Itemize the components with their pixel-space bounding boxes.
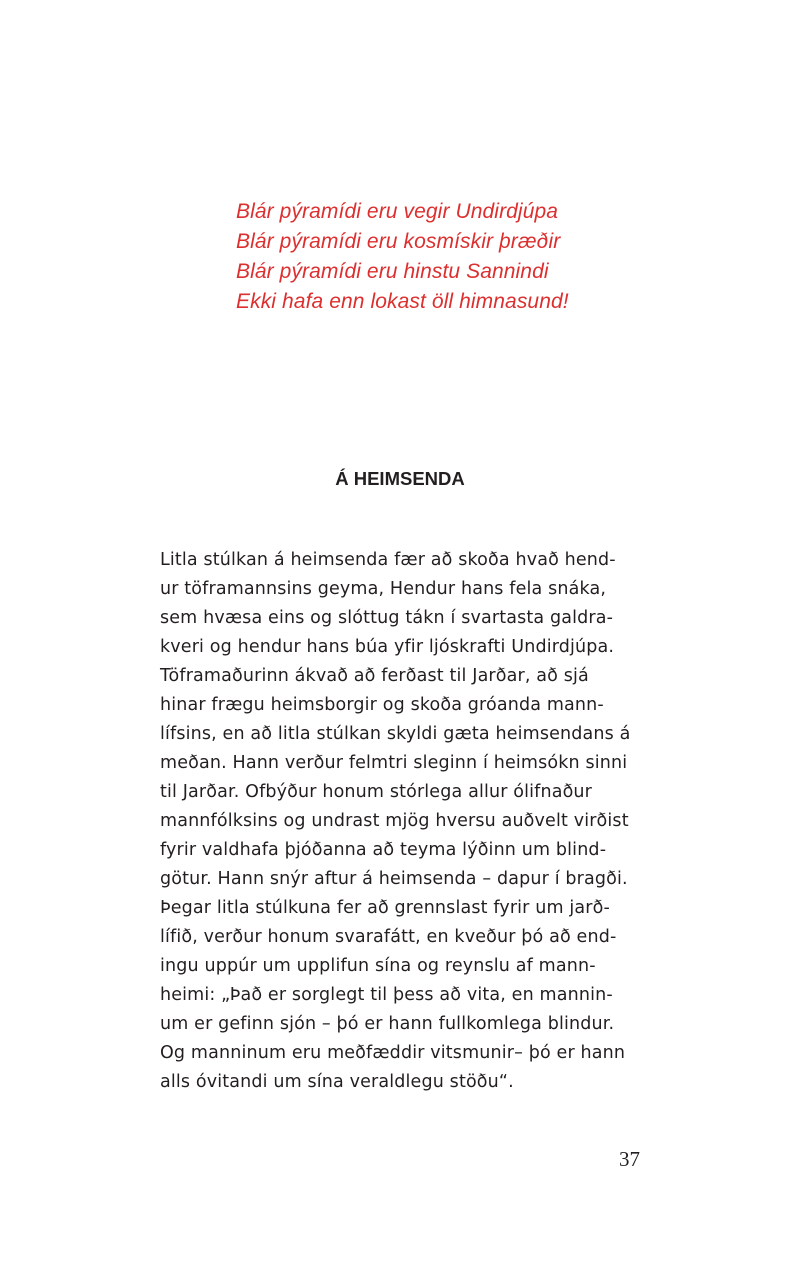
body-line: Töframaðurinn ákvað að ferðast til Jarðar, að sjá: [160, 666, 589, 686]
body-line: hinar frægu heimsborgir og skoða gróanda mann-: [160, 695, 604, 715]
body-line: mannfólksins og undrast mjög hversu auðvelt virðist: [160, 811, 629, 831]
chapter-title: Á HEIMSENDA: [335, 468, 465, 489]
body-line: til Jarðar. Ofbýður honum stórlega allur ólifnaður: [160, 782, 593, 802]
poem-stanza: [236, 197, 569, 317]
body-line: sem hvæsa eins og slóttug tákn í svartasta galdra-: [160, 608, 614, 628]
body-line: lífsins, en að litla stúlkan skyldi gæta heimsendans á: [160, 724, 631, 744]
body-line: alls óvitandi um sína veraldlegu stöðu“.: [160, 1072, 514, 1092]
body-line: fyrir valdhafa þjóðanna að teyma lýðinn um blind-: [160, 840, 607, 860]
body-line: kveri og hendur hans búa yfir ljóskrafti Undirdjúpa.: [160, 637, 615, 657]
chapter-body: [160, 546, 630, 1097]
poem-line: Blár pýramídi eru vegir Undirdjúpa: [236, 200, 559, 223]
body-line: Þegar litla stúlkuna fer að grennslast fyrir um jarð-: [160, 898, 610, 918]
poem-line: Blár pýramídi eru hinstu Sannindi: [236, 260, 549, 283]
body-line: götur. Hann snýr aftur á heimsenda – dapur í bragði.: [160, 869, 628, 889]
page-number: 37: [619, 1147, 640, 1171]
body-line: ur töframannsins geyma, Hendur hans fela snáka,: [160, 579, 607, 599]
poem-line: Ekki hafa enn lokast öll himnasund!: [236, 290, 569, 313]
body-line: Og manninum eru meðfæddir vitsmunir– þó er hann: [160, 1043, 626, 1063]
body-line: um er gefinn sjón – þó er hann fullkomlega blindur.: [160, 1014, 615, 1034]
body-line: Litla stúlkan á heimsenda fær að skoða hvað hend-: [160, 550, 616, 570]
poem-line: Blár pýramídi eru kosmískir þræðir: [236, 230, 561, 253]
body-line: meðan. Hann verður felmtri sleginn í heimsókn sinni: [160, 753, 628, 773]
body-line: heimi: „Það er sorglegt til þess að vita, en mannin-: [160, 985, 613, 1005]
body-line: ingu uppúr um upplifun sína og reynslu af mann-: [160, 956, 596, 976]
body-line: lífið, verður honum svarafátt, en kveður þó að end-: [160, 927, 617, 947]
